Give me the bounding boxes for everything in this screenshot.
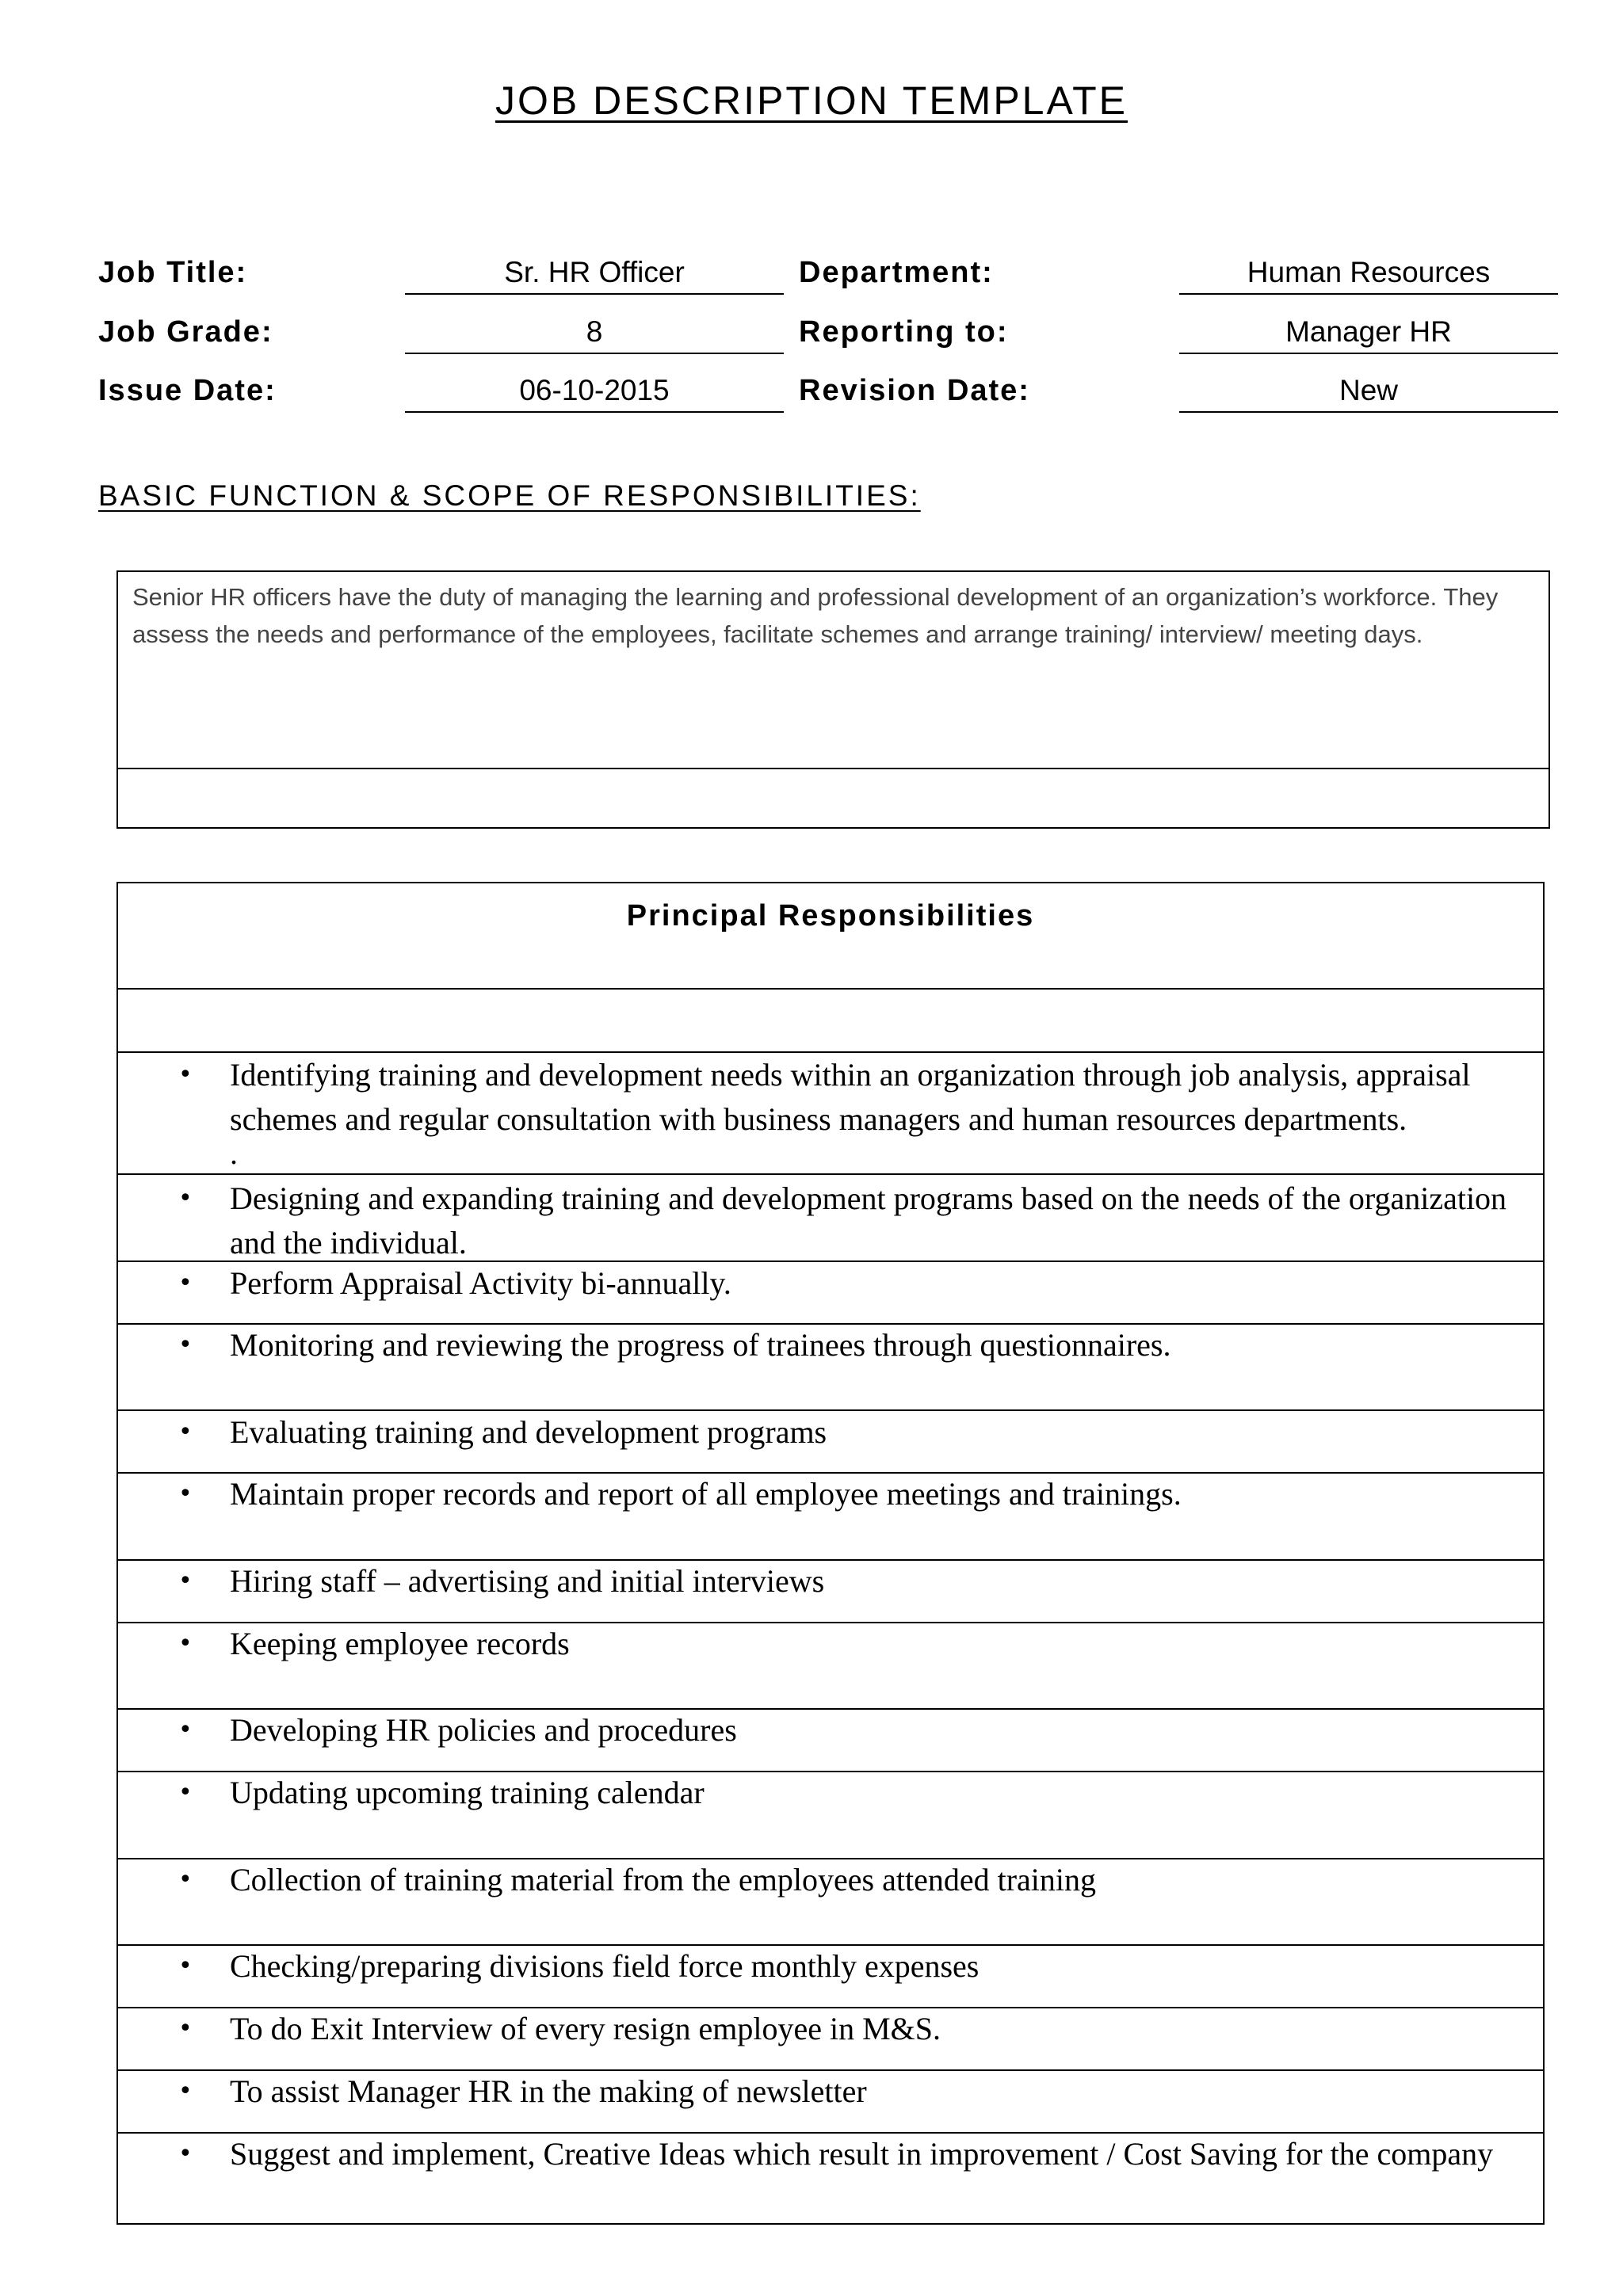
bullet-icon: • bbox=[178, 1418, 193, 1446]
bullet-icon: • bbox=[178, 1952, 193, 1980]
trailing-dot: . bbox=[230, 1135, 238, 1171]
basic-function-text: Senior HR officers have the duty of managing the learning and professional development of an organization’s workforce. They assess the needs and performance of the employees, facilitate schemes and arrange training/ interview/ meeting days. bbox=[132, 583, 1499, 648]
responsibility-text: Checking/preparing divisions field force monthly expenses bbox=[230, 1948, 980, 1984]
bullet-icon: • bbox=[178, 1866, 193, 1894]
job-grade-value: 8 bbox=[405, 315, 784, 354]
row-divider bbox=[118, 988, 1543, 990]
responsibility-text: To do Exit Interview of every resign employee in M&S. bbox=[230, 2011, 941, 2046]
bullet-icon: • bbox=[178, 2015, 193, 2042]
responsibility-text: Identifying training and development needs within an organization through job analysis, appraisal schemes and regular consultation with business managers and human resources departments. bbox=[230, 1057, 1471, 1137]
bullet-icon: • bbox=[178, 1630, 193, 1657]
responsibility-text: Keeping employee records bbox=[230, 1626, 570, 1661]
responsibility-text: Collection of training material from the employees attended training bbox=[230, 1862, 1096, 1897]
row-divider bbox=[118, 1173, 1543, 1175]
bullet-icon: • bbox=[178, 1480, 193, 1508]
responsibility-text: Developing HR policies and procedures bbox=[230, 1712, 737, 1748]
reporting-to-value: Manager HR bbox=[1179, 315, 1558, 354]
responsibility-text: Designing and expanding training and development programs based on the needs of the organization and the individual. bbox=[230, 1180, 1507, 1261]
bullet-icon: • bbox=[178, 1779, 193, 1806]
basic-function-box bbox=[116, 570, 1550, 829]
department-label: Department: bbox=[799, 256, 994, 289]
bullet-icon: • bbox=[178, 1061, 193, 1089]
department-value: Human Resources bbox=[1179, 255, 1558, 295]
revision-date-label: Revision Date: bbox=[799, 374, 1030, 407]
responsibilities-header: Principal Responsibilities bbox=[626, 899, 1035, 933]
responsibility-text: Evaluating training and development programs bbox=[230, 1414, 827, 1450]
responsibility-text: Updating upcoming training calendar bbox=[230, 1775, 705, 1810]
reporting-to-label: Reporting to: bbox=[799, 315, 1009, 349]
responsibility-text: Perform Appraisal Activity bi-annually. bbox=[230, 1265, 731, 1301]
bullet-icon: • bbox=[178, 1567, 193, 1595]
job-title-value: Sr. HR Officer bbox=[405, 255, 784, 295]
responsibility-text: To assist Manager HR in the making of newsletter bbox=[230, 2073, 867, 2109]
job-title-label: Job Title: bbox=[98, 256, 248, 289]
bullet-icon: • bbox=[178, 2077, 193, 2105]
issue-date-label: Issue Date: bbox=[98, 374, 277, 407]
bullet-icon: • bbox=[178, 1331, 193, 1359]
bullet-icon: • bbox=[178, 2140, 193, 2168]
job-grade-label: Job Grade: bbox=[98, 315, 273, 349]
box-divider bbox=[118, 768, 1549, 769]
basic-function-heading: BASIC FUNCTION & SCOPE OF RESPONSIBILITIES: bbox=[98, 479, 921, 512]
bullet-icon: • bbox=[178, 1716, 193, 1744]
revision-date-value: New bbox=[1179, 373, 1558, 413]
issue-date-value: 06-10-2015 bbox=[405, 373, 784, 413]
responsibility-text: Monitoring and reviewing the progress of trainees through questionnaires. bbox=[230, 1327, 1171, 1363]
responsibility-text: Suggest and implement, Creative Ideas which result in improvement / Cost Saving for the company bbox=[230, 2136, 1494, 2172]
responsibility-text: Hiring staff – advertising and initial interviews bbox=[230, 1563, 825, 1599]
bullet-icon: • bbox=[178, 1184, 193, 1212]
responsibility-text: Maintain proper records and report of all employee meetings and trainings. bbox=[230, 1476, 1182, 1512]
bullet-icon: • bbox=[178, 1269, 193, 1297]
responsibilities-table bbox=[116, 882, 1545, 2225]
document-title: JOB DESCRIPTION TEMPLATE bbox=[495, 78, 1128, 123]
